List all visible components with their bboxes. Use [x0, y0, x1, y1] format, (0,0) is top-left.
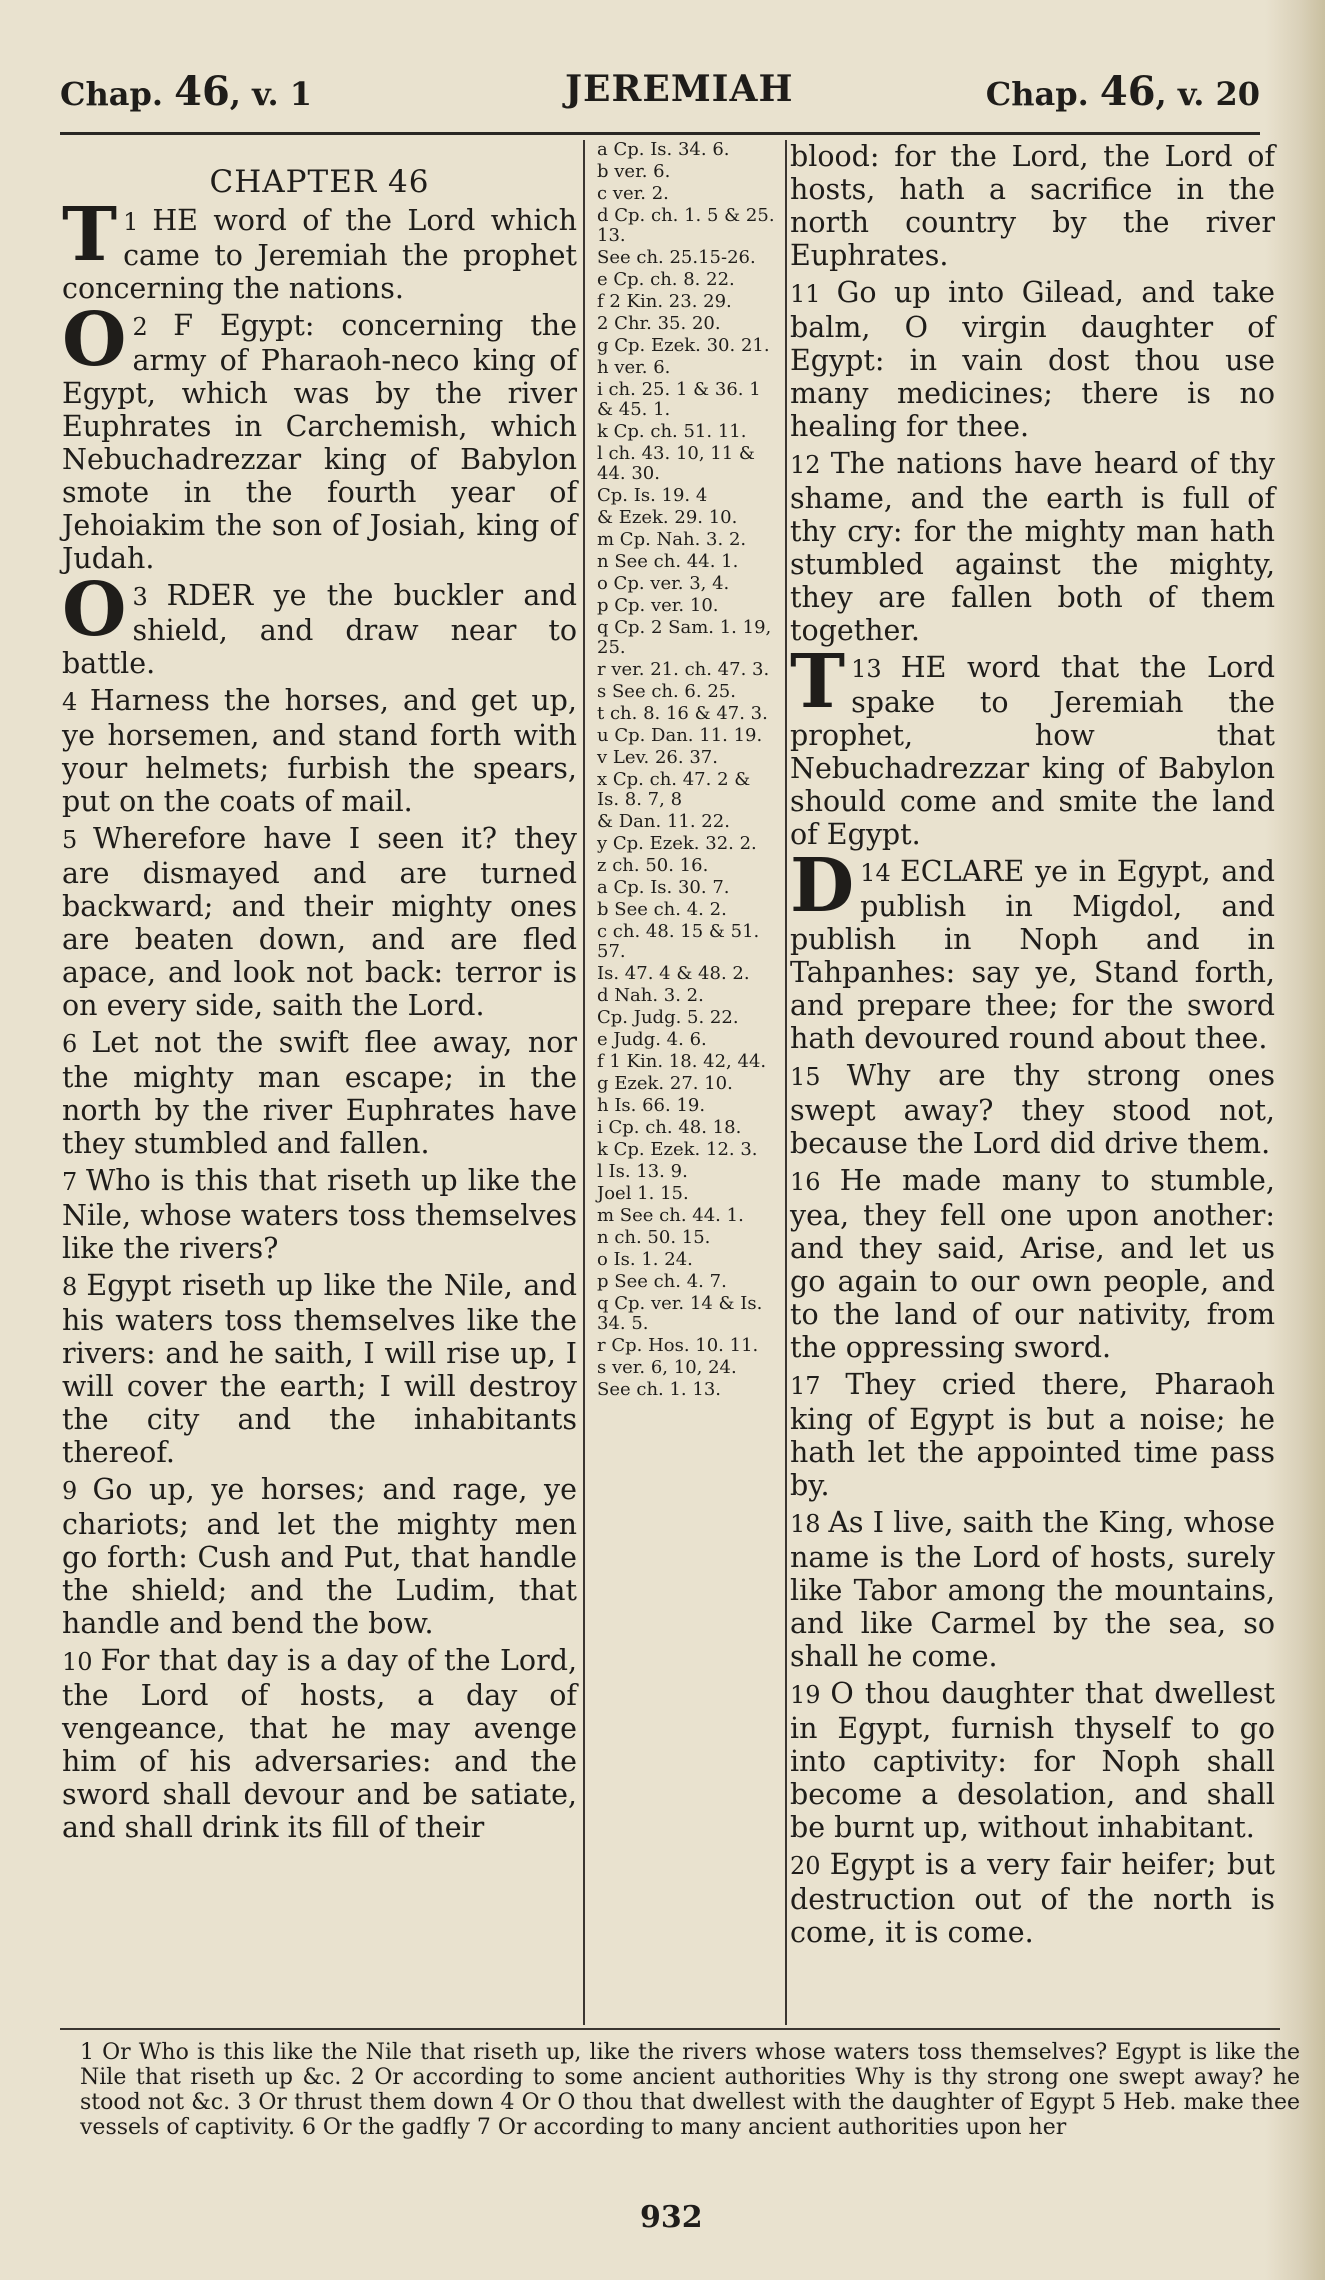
cross-reference: d Nah. 3. 2.: [597, 985, 704, 1006]
drop-cap: O: [62, 567, 127, 653]
cross-reference: d Cp. ch. 1. 5 & 25. 13.: [597, 205, 775, 246]
cross-reference: Cp. Is. 19. 4: [597, 485, 708, 506]
cross-reference: k Cp. ch. 51. 11.: [597, 421, 747, 442]
drop-cap: T: [62, 192, 118, 278]
verse: [62, 1164, 577, 1265]
verse: [62, 1026, 577, 1160]
cross-reference: y Cp. Ezek. 32. 2.: [597, 833, 757, 854]
cross-reference: Joel 1. 15.: [597, 1183, 689, 1204]
cross-reference: b See ch. 4. 2.: [597, 899, 727, 920]
cross-reference: o Is. 1. 24.: [597, 1249, 693, 1270]
verse: [790, 1059, 1275, 1160]
header-right-prefix: Chap.: [985, 75, 1089, 113]
verse: [62, 567, 577, 680]
verse-number: 15: [790, 1063, 847, 1091]
column-divider-left: [583, 140, 585, 2025]
cross-reference: o Cp. ver. 3, 4.: [597, 573, 730, 594]
cross-reference: c ch. 48. 15 & 51. 57.: [597, 921, 760, 962]
verse-number: 17: [790, 1372, 846, 1400]
header-left-verse: , v. 1: [229, 75, 312, 113]
verse-number: 19: [790, 1681, 831, 1709]
verse-number: 6: [62, 1030, 92, 1058]
cross-reference: p Cp. ver. 10.: [597, 595, 719, 616]
cross-reference: 2 Chr. 35. 20.: [597, 313, 721, 334]
cross-reference: r ver. 21. ch. 47. 3.: [597, 659, 770, 680]
verse-text: HE word of the Lord which came to Jeremiah the prophet concerning the nations.: [62, 204, 577, 305]
verse: [62, 684, 577, 818]
verse-number: 10: [62, 1648, 101, 1676]
verse-text: He made many to stumble, yea, they fell one upon another: and they said, Arise, and let us go again to our own people, and to the land of our nativity, from the oppressing sword.: [790, 1164, 1275, 1364]
cross-reference: s ver. 6, 10, 24.: [597, 1357, 737, 1378]
verse: [790, 639, 1275, 851]
verse: [790, 1368, 1275, 1502]
cross-reference-list: [597, 140, 777, 1400]
verse-text: F Egypt: concerning the army of Pharaoh-neco king of Egypt, which was by the river Euphrates in Carchemish, which Nebuchadrezzar king of Babylon smote in the fourth year of Jehoiakim the son of Josiah, king of Judah.: [62, 309, 577, 575]
book-title: JEREMIAH: [565, 68, 794, 110]
cross-reference: See ch. 25.15-26.: [597, 247, 756, 268]
header-rule: [60, 132, 1260, 135]
header-right-num: 46: [1099, 68, 1156, 115]
cross-reference: n See ch. 44. 1.: [597, 551, 739, 572]
verse-text: RDER ye the buckler and shield, and draw near to battle.: [62, 579, 577, 680]
verse-number: 8: [62, 1273, 87, 1301]
verse-text: Egypt riseth up like the Nile, and his waters toss themselves like the rivers: and he saith, I will rise up, I will cover the earth; I will destroy the city and the inhabitants thereof.: [62, 1269, 577, 1469]
cross-reference: g Ezek. 27. 10.: [597, 1073, 733, 1094]
cross-reference: q Cp. 2 Sam. 1. 19, 25.: [597, 617, 772, 658]
cross-reference: e Judg. 4. 6.: [597, 1029, 707, 1050]
cross-reference-column: [597, 140, 777, 1402]
verse: [790, 276, 1275, 443]
cross-reference: & Ezek. 29. 10.: [597, 507, 738, 528]
cross-reference: v Lev. 26. 37.: [597, 747, 718, 768]
verse-number: 13: [851, 655, 901, 683]
verse-text: Harness the horses, and get up, ye horsemen, and stand forth with your helmets; furbish the spears, put on the coats of mail.: [62, 684, 577, 818]
footnote-rule: [60, 2028, 1280, 2030]
cross-reference: f 1 Kin. 18. 42, 44.: [597, 1051, 767, 1072]
cross-reference: h ver. 6.: [597, 357, 671, 378]
verse-number: 20: [790, 1852, 830, 1880]
column-divider-right: [785, 140, 787, 2025]
verse-number: 18: [790, 1510, 829, 1538]
verse-number: 14: [860, 859, 900, 887]
verse-text: Wherefore have I seen it? they are dismayed and are turned backward; and their mighty ones are beaten down, and are fled apace, and look not back: terror is on every side, saith the Lord.: [62, 822, 577, 1022]
verse-number: 4: [62, 688, 90, 716]
text-column-right: [790, 140, 1275, 1953]
header-left-prefix: Chap.: [60, 75, 163, 113]
verse-text: The nations have heard of thy shame, and the earth is full of thy cry: for the mighty man hath stumbled against the mighty, they are fallen both of them together.: [790, 447, 1276, 647]
verse-number: 11: [790, 280, 837, 308]
header-left-num: 46: [174, 68, 230, 115]
verse-text: Who is this that riseth up like the Nile, whose waters toss themselves like the rivers?: [62, 1164, 577, 1265]
verse-text: Egypt is a very fair heifer; but destruction out of the north is come, it is come.: [790, 1848, 1276, 1949]
verse-number: 16: [790, 1168, 840, 1196]
cross-reference: h Is. 66. 19.: [597, 1095, 706, 1116]
verse-text: O thou daughter that dwellest in Egypt, furnish thyself to go into captivity: for Noph shall become a desolation, and shall be burnt up, without inhabitant.: [790, 1677, 1275, 1844]
header-right-verse: , v. 20: [1155, 75, 1260, 113]
cross-reference: Cp. Judg. 5. 22.: [597, 1007, 739, 1028]
verse-text: They cried there, Pharaoh king of Egypt is but a noise; he hath let the appointed time pass by.: [790, 1368, 1275, 1502]
verse-text: Go up, ye horses; and rage, ye chariots; and let the mighty men go forth: Cush and Put, that handle the shield; and the Ludim, that handle and bend the bow.: [62, 1473, 577, 1640]
verse-number: 12: [790, 451, 831, 479]
header-right: [986, 68, 1260, 115]
verse-number: 1: [123, 208, 153, 236]
verse: [62, 1644, 577, 1844]
cross-reference: i ch. 25. 1 & 36. 1 & 45. 1.: [597, 379, 761, 420]
cross-reference: f 2 Kin. 23. 29.: [597, 291, 732, 312]
cross-reference: k Cp. Ezek. 12. 3.: [597, 1139, 758, 1160]
cross-reference: q Cp. ver. 14 & Is. 34. 5.: [597, 1293, 763, 1334]
verse-text: ECLARE ye in Egypt, and publish in Migdol, and publish in Noph and in Tahpanhes: say ye, Stand forth, and prepare thee; for the sword hath devoured round about thee.: [790, 855, 1275, 1055]
cross-reference: t ch. 8. 16 & 47. 3.: [597, 703, 768, 724]
text-column-left: [62, 140, 577, 1848]
cross-reference: b ver. 6.: [597, 161, 671, 182]
verse-number: 2: [132, 313, 174, 341]
verse-text: Why are thy strong ones swept away? they stood not, because the Lord did drive them.: [790, 1059, 1275, 1160]
verse-text: As I live, saith the King, whose name is the Lord of hosts, surely like Tabor among the mountains, and like Carmel by the sea, so shall he come.: [790, 1506, 1275, 1673]
verse-number: 7: [62, 1168, 86, 1196]
verse: [790, 843, 1275, 1055]
cross-reference: n ch. 50. 15.: [597, 1227, 711, 1248]
cross-reference: m See ch. 44. 1.: [597, 1205, 744, 1226]
cross-reference: p See ch. 4. 7.: [597, 1271, 727, 1292]
verse: [62, 192, 577, 305]
drop-cap: O: [62, 297, 127, 383]
footnotes: 1 Or Who is this like the Nile that riseth up, like the rivers whose waters toss themselves? Egypt is like the Nile that riseth up &c. 2 Or according to some ancient authorities Why is thy strong one swept away? he stood not &c. 3 Or thrust them down 4 Or O thou that dwellest with the daughter of Egypt 5 Heb. make thee vessels of captivity. 6 Or the gadfly 7 Or according to many ancient authorities upon her: [80, 2040, 1300, 2140]
running-header: [60, 68, 1260, 128]
verse-text: HE word that the Lord spake to Jeremiah the prophet, how that Nebuchadrezzar king of Babylon should come and smite the land of Egypt.: [790, 651, 1275, 851]
page-number: 932: [640, 2200, 703, 2235]
cross-reference: i Cp. ch. 48. 18.: [597, 1117, 742, 1138]
verse-text: Go up into Gilead, and take balm, O virgin daughter of Egypt: in vain dost thou use many medicines; there is no healing for thee.: [790, 276, 1276, 443]
cross-reference: g Cp. Ezek. 30. 21.: [597, 335, 770, 356]
cross-reference: c ver. 2.: [597, 183, 669, 204]
verse-number: 3: [132, 583, 167, 611]
verse-number: 9: [62, 1477, 93, 1505]
right-verse-list: [790, 140, 1275, 1949]
cross-reference: a Cp. Is. 30. 7.: [597, 877, 730, 898]
cross-reference: & Dan. 11. 22.: [597, 811, 730, 832]
cross-reference: l Is. 13. 9.: [597, 1161, 688, 1182]
cross-reference: r Cp. Hos. 10. 11.: [597, 1335, 759, 1356]
verse-text: For that day is a day of the Lord, the Lord of hosts, a day of vengeance, that he may avenge him of his adversaries: and the sword shall devour and be satiate, and shall drink its fill of their: [62, 1644, 578, 1844]
verse: [62, 1473, 577, 1640]
verse: [790, 1677, 1275, 1844]
cross-reference: x Cp. ch. 47. 2 & Is. 8. 7, 8: [597, 769, 751, 810]
verse: [62, 1269, 577, 1469]
drop-cap: D: [790, 843, 855, 929]
left-verse-list: [62, 192, 578, 1844]
cross-reference: u Cp. Dan. 11. 19.: [597, 725, 763, 746]
verse: [790, 1164, 1275, 1364]
verse: [790, 447, 1275, 647]
cross-reference: s See ch. 6. 25.: [597, 681, 736, 702]
verse-number: 5: [62, 826, 94, 854]
cross-reference: See ch. 1. 13.: [597, 1379, 721, 1400]
verse: [790, 140, 1275, 272]
cross-reference: l ch. 43. 10, 11 & 44. 30.: [597, 443, 755, 484]
verse: [62, 822, 577, 1022]
cross-reference: Is. 47. 4 & 48. 2.: [597, 963, 750, 984]
cross-reference: m Cp. Nah. 3. 2.: [597, 529, 747, 550]
header-left: [60, 68, 312, 115]
chapter-title: CHAPTER 46: [209, 164, 430, 200]
cross-reference: a Cp. Is. 34. 6.: [597, 139, 730, 160]
verse-text: Let not the swift flee away, nor the mighty man escape; in the north by the river Euphrates have they stumbled and fallen.: [62, 1026, 577, 1160]
verse: [790, 1848, 1275, 1949]
verse: [790, 1506, 1275, 1673]
verse-text: blood: for the Lord, the Lord of hosts, hath a sacrifice in the north country by the river Euphrates.: [790, 140, 1275, 272]
drop-cap: T: [790, 639, 846, 725]
cross-reference: e Cp. ch. 8. 22.: [597, 269, 735, 290]
verse: [62, 297, 577, 575]
cross-reference: z ch. 50. 16.: [597, 855, 709, 876]
